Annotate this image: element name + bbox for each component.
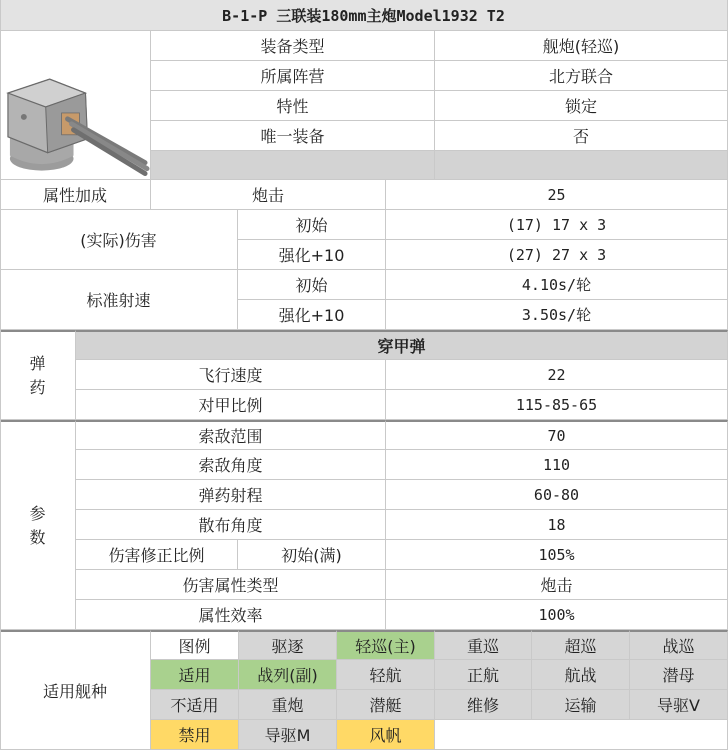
info-label-trait: 特性 [151,91,435,121]
info-value-unique: 否 [435,121,728,151]
legend-not-applicable: 不适用 [151,690,239,720]
spread-angle-value: 18 [386,510,728,540]
attr-efficiency-value: 100% [386,600,728,630]
ammo-type-header: 穿甲弹 [76,330,728,360]
ship-type-bbv: 航战 [532,660,630,690]
ship-type-cvl: 轻航 [337,660,435,690]
search-range-label: 索敌范围 [76,420,386,450]
params-label-char-2: 数 [29,527,46,547]
ship-type-ssv: 潜母 [630,660,728,690]
spread-angle-label: 散布角度 [76,510,386,540]
fire-rate-enhanced-label: 强化+10 [238,300,386,330]
info-label-faction: 所属阵营 [151,61,435,91]
params-section-label [0,420,76,630]
params-label-char-1: 参 [29,503,46,523]
ammo-label-char-1: 弹 [29,353,46,373]
info-value-faction: 北方联合 [435,61,728,91]
ammo-speed-value: 22 [386,360,728,390]
ammo-section-label [0,330,76,420]
attr-efficiency-label: 属性效率 [76,600,386,630]
damage-initial-value: (17) 17 x 3 [386,210,728,240]
ship-type-cb: 超巡 [532,630,630,660]
ammo-label-char-2: 药 [29,377,46,397]
ammo-speed-label: 飞行速度 [76,360,386,390]
damage-correction-label: 伤害修正比例 [76,540,238,570]
ship-type-monitor: 重炮 [239,690,337,720]
ship-type-ss: 潜艇 [337,690,435,720]
ship-legend-label: 图例 [151,630,239,660]
damage-enhanced-label: 强化+10 [238,240,386,270]
ship-type-bc: 战巡 [630,630,728,660]
search-angle-value: 110 [386,450,728,480]
damage-enhanced-value: (27) 27 x 3 [386,240,728,270]
ship-row4-blank [435,720,728,750]
ammo-range-label: 弹药射程 [76,480,386,510]
damage-correction-value: 105% [386,540,728,570]
fire-rate-enhanced-value: 3.50s/轮 [386,300,728,330]
ship-type-bb-sub: 战列(副) [239,660,337,690]
damage-type-value: 炮击 [386,570,728,600]
search-angle-label: 索敌角度 [76,450,386,480]
info-blank-right [435,151,728,180]
attribute-bonus-label: 属性加成 [0,180,151,210]
ship-type-ddgv: 导驱V [630,690,728,720]
damage-label: (实际)伤害 [0,210,238,270]
attribute-bonus-value: 25 [386,180,728,210]
triple-gun-turret-icon [0,31,150,180]
ship-type-dd: 驱逐 [239,630,337,660]
ammo-armor-label: 对甲比例 [76,390,386,420]
ship-type-ddgm: 导驱M [239,720,337,750]
page-title: B-1-P 三联装180mm主炮Model1932 T2 [0,0,728,31]
info-value-type: 舰炮(轻巡) [435,31,728,61]
fire-rate-label: 标准射速 [0,270,238,330]
legend-forbidden: 禁用 [151,720,239,750]
equipment-image [0,31,151,180]
ammo-armor-value: 115-85-65 [386,390,728,420]
damage-correction-sub: 初始(满) [238,540,386,570]
info-label-type: 装备类型 [151,31,435,61]
info-value-trait: 锁定 [435,91,728,121]
info-blank-left [151,151,435,180]
attribute-bonus-stat: 炮击 [151,180,386,210]
ship-type-ca: 重巡 [435,630,532,660]
search-range-value: 70 [386,420,728,450]
ship-type-ae: 运输 [532,690,630,720]
damage-initial-label: 初始 [238,210,386,240]
legend-applicable: 适用 [151,660,239,690]
fire-rate-initial-value: 4.10s/轮 [386,270,728,300]
info-label-unique: 唯一装备 [151,121,435,151]
fire-rate-initial-label: 初始 [238,270,386,300]
ammo-range-value: 60-80 [386,480,728,510]
ship-type-ar: 维修 [435,690,532,720]
ship-type-ix: 风帆 [337,720,435,750]
ship-type-cl-main: 轻巡(主) [337,630,435,660]
ship-types-label: 适用舰种 [0,630,151,750]
damage-type-label: 伤害属性类型 [76,570,386,600]
ship-type-cv: 正航 [435,660,532,690]
